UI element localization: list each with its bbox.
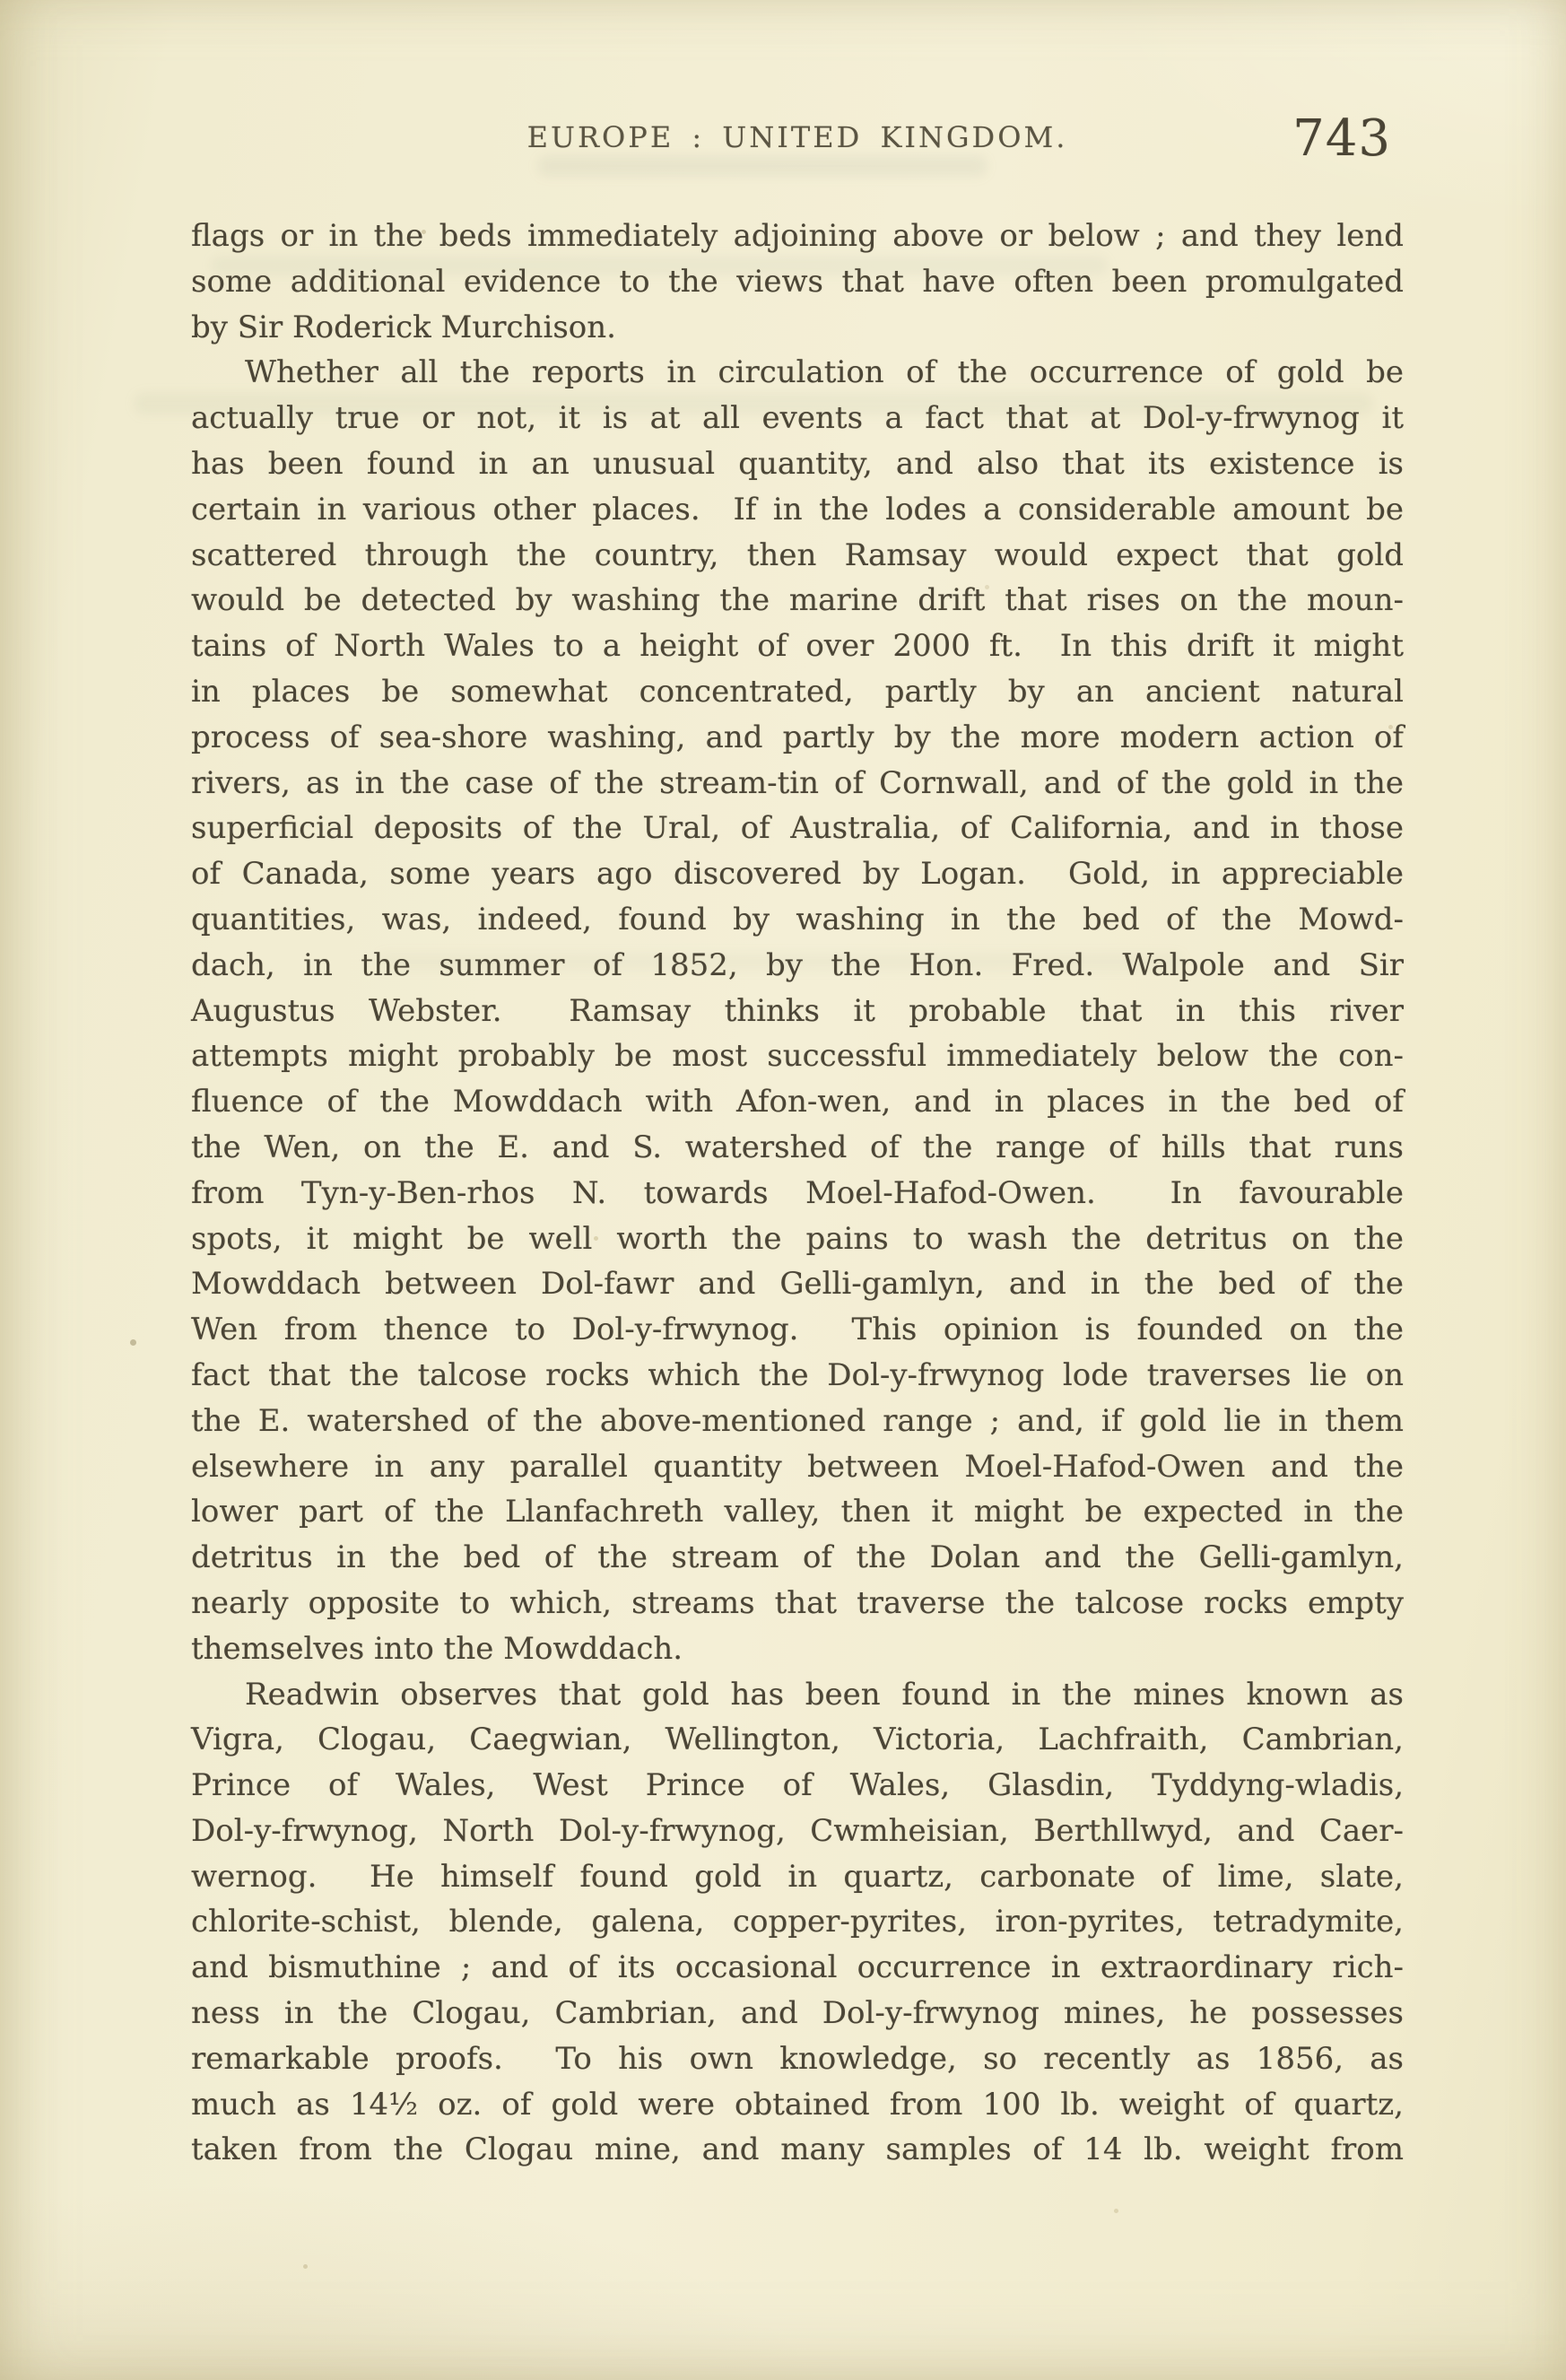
text-line: Vigra, Clogau, Caegwian, Wellington, Victoria, Lachfraith, Cambrian, [191,1722,1404,1758]
body-text [191,214,1404,2173]
text-line: Whether all the reports in circulation of the occurrence of gold be [245,354,1404,391]
text-line: Prince of Wales, West Prince of Wales, Glasdin, Tyddyng-wladis, [191,1767,1404,1804]
text-line: certain in various other places. If in the lodes a considerable amount be [191,491,1404,527]
text-line: fact that the talcose rocks which the Dol-y-frwynog lode traverses lie on [191,1356,1404,1393]
text-line: scattered through the country, then Ramsay would expect that gold [191,536,1404,573]
text-line: of Canada, some years ago discovered by Logan. Gold, in appreciable [191,856,1404,893]
text-line: some additional evidence to the views that have often been promulgated [191,263,1404,300]
text-line: and bismuthine ; and of its occasional occurrence in extraordinary rich- [191,1949,1404,1986]
text-line: attempts might probably be most successful immediately below the con- [191,1038,1404,1075]
text-line: taken from the Clogau mine, and many samples of 14 lb. weight from [191,2132,1404,2168]
text-line: wernog. He himself found gold in quartz, carbonate of lime, slate, [191,1858,1404,1895]
text-line: flags or in the beds immediately adjoining above or below ; and they lend [191,218,1404,254]
text-line: Mowddach between Dol-fawr and Gelli-gamlyn, and in the bed of the [191,1266,1404,1303]
text-line: elsewhere in any parallel quantity between Moel-Hafod-Owen and the [191,1448,1404,1485]
text-line: spots, it might be well worth the pains to wash the detritus on the [191,1220,1404,1257]
text-line: in places be somewhat concentrated, partly by an ancient natural [191,673,1404,710]
text-line: quantities, was, indeed, found by washing in the bed of the Mowd- [191,901,1404,937]
text-line: process of sea-shore washing, and partly by the more modern action of [191,719,1404,755]
text-line: would be detected by washing the marine drift that rises on the moun- [191,582,1404,619]
text-line: nearly opposite to which, streams that traverse the talcose rocks empty [191,1584,1404,1621]
page-number: 743 [1292,109,1391,168]
text-line: superficial deposits of the Ural, of Australia, of California, and in those [191,810,1404,847]
text-line: from Tyn-y-Ben-rhos N. towards Moel-Hafod-Owen. In favourable [191,1174,1404,1211]
text-line: dach, in the summer of 1852, by the Hon. Fred. Walpole and Sir [191,946,1404,983]
text-line: rivers, as in the case of the stream-tin of Cornwall, and of the gold in the [191,764,1404,801]
text-line: has been found in an unusual quantity, and also that its existence is [191,445,1404,482]
text-line: themselves into the Mowddach. [191,1630,683,1667]
text-line: the Wen, on the E. and S. watershed of the range of hills that runs [191,1129,1404,1165]
text-line: Readwin observes that gold has been found in the mines known as [245,1676,1404,1713]
text-line: detritus in the bed of the stream of the Dolan and the Gelli-gamlyn, [191,1539,1404,1576]
text-line: by Sir Roderick Murchison. [191,309,616,345]
text-line: remarkable proofs. To his own knowledge, so recently as 1856, as [191,2040,1404,2077]
text-line: tains of North Wales to a height of over 2000 ft. In this drift it might [191,628,1404,665]
paper-specks [0,0,4,4]
text-line: lower part of the Llanfachreth valley, then it might be expected in the [191,1494,1404,1530]
running-head: EUROPE : UNITED KINGDOM. [526,120,1068,154]
text-line: ness in the Clogau, Cambrian, and Dol-y-frwynog mines, he possesses [191,1995,1404,2032]
text-line: chlorite-schist, blende, galena, copper-pyrites, iron-pyrites, tetradymite, [191,1904,1404,1940]
text-line: Wen from thence to Dol-y-frwynog. This opinion is founded on the [191,1312,1404,1348]
text-line: the E. watershed of the above-mentioned range ; and, if gold lie in them [191,1402,1404,1439]
text-line: much as 14½ oz. of gold were obtained from 100 lb. weight of quartz, [191,2086,1404,2123]
text-line: Augustus Webster. Ramsay thinks it probable that in this river [191,992,1404,1029]
page-header [191,109,1404,172]
text-line: fluence of the Mowddach with Afon-wen, and in places in the bed of [191,1084,1404,1120]
text-line: Dol-y-frwynog, North Dol-y-frwynog, Cwmheisian, Berthllwyd, and Caer- [191,1812,1404,1849]
text-line: actually true or not, it is at all events a fact that at Dol-y-frwynog it [191,400,1404,437]
